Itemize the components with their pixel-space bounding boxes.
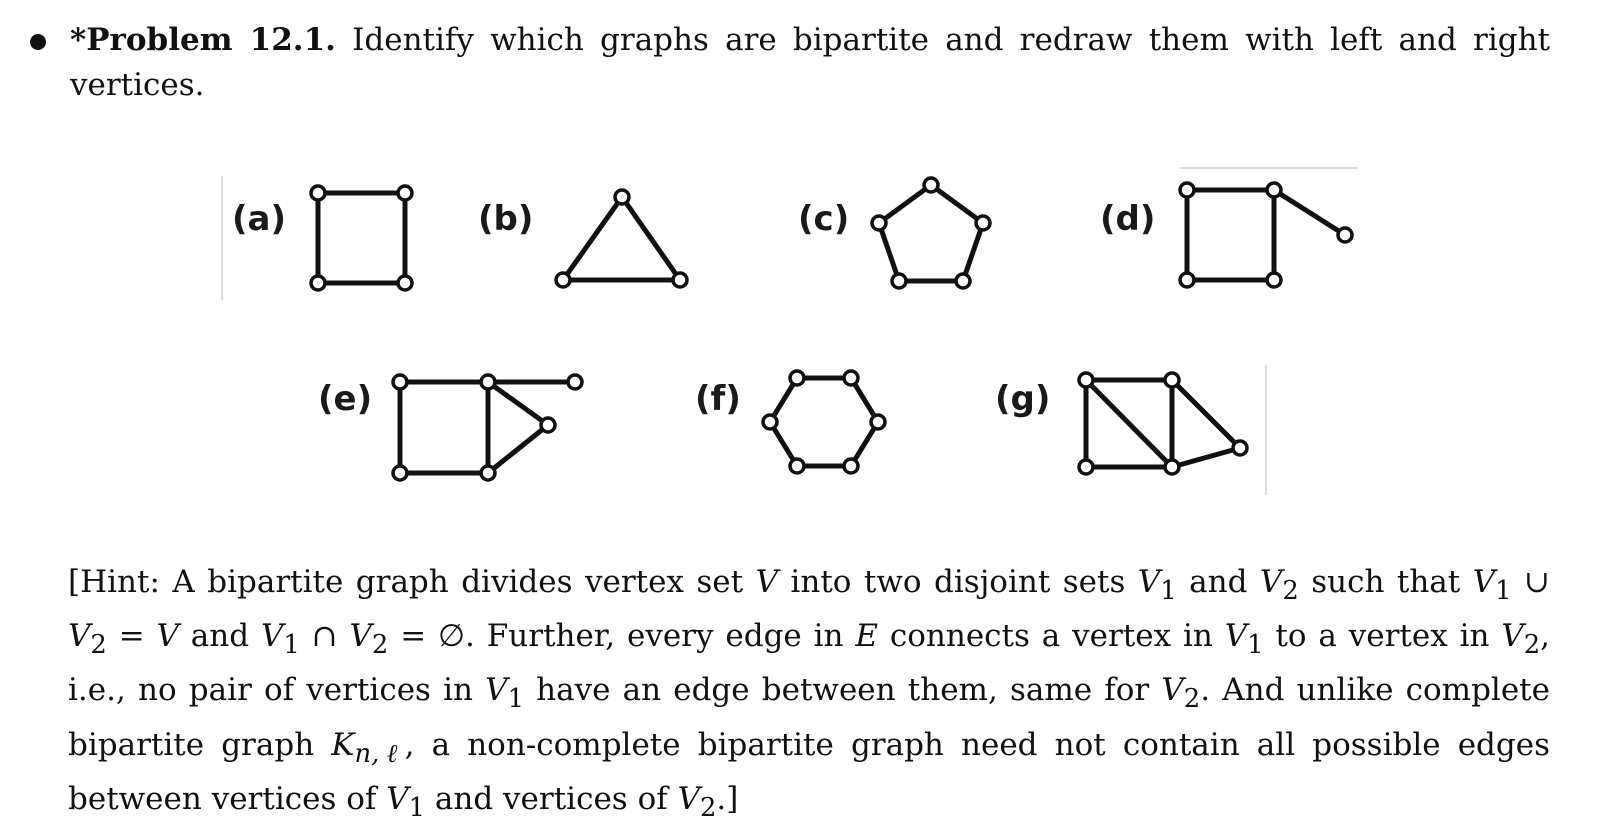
graph-b bbox=[556, 190, 687, 287]
math-K-sub: n,ℓ bbox=[354, 738, 405, 769]
math-E: E bbox=[855, 618, 879, 655]
math-V1: V bbox=[485, 672, 508, 709]
hint-text: and bbox=[1176, 564, 1260, 600]
graph-c bbox=[872, 178, 990, 288]
graph-a-vertex bbox=[398, 276, 412, 290]
graph-a-edges bbox=[318, 193, 405, 283]
graph-g bbox=[1079, 373, 1247, 474]
math-sub: 1 bbox=[283, 630, 300, 661]
graph-d-vertex bbox=[1338, 228, 1352, 242]
graph-e bbox=[393, 375, 582, 480]
graph-f-label: (f) bbox=[695, 379, 741, 419]
hint-text: , i.e., no pair of vertices in bbox=[68, 618, 1550, 709]
hint-text: and vertices of bbox=[425, 780, 678, 817]
problem-statement bbox=[70, 18, 1550, 108]
graph-d-vertex bbox=[1267, 183, 1281, 197]
graph-e-vertex bbox=[568, 375, 582, 389]
math-V1: V bbox=[1224, 618, 1248, 655]
graph-g-vertex bbox=[1165, 460, 1179, 474]
graph-c-vertex bbox=[976, 216, 990, 230]
graph-d bbox=[1180, 183, 1352, 287]
graph-g-vertex bbox=[1079, 373, 1093, 387]
math-V2: V bbox=[1161, 672, 1184, 709]
math-sub: 1 bbox=[507, 684, 524, 715]
math-V2: V bbox=[349, 618, 372, 655]
math-V2: V bbox=[1259, 564, 1283, 600]
hint-open: [Hint: bbox=[68, 564, 160, 600]
graph-f-vertex bbox=[871, 415, 885, 429]
graph-f-vertex bbox=[844, 459, 858, 473]
math-V2: V bbox=[68, 618, 91, 655]
graph-f-vertex bbox=[790, 459, 804, 473]
hint-text: and bbox=[178, 618, 261, 655]
graph-f-edges bbox=[770, 378, 878, 466]
graph-c-vertex bbox=[924, 178, 938, 192]
graph-d-vertex bbox=[1267, 273, 1281, 287]
graph-e-vertex bbox=[393, 375, 407, 389]
hint-text: Further, every edge in bbox=[486, 618, 856, 655]
hint-text: to a vertex in bbox=[1263, 618, 1502, 655]
problem-text: Identify which graphs are bipartite and redraw them with left and right vertices. bbox=[70, 22, 1550, 103]
graph-g-triangle-edge bbox=[1172, 448, 1240, 467]
graph-d-pendant-edge bbox=[1274, 190, 1345, 235]
graph-e-triangle-edge bbox=[488, 382, 548, 425]
problem-title: *Problem 12.1. bbox=[70, 22, 336, 58]
hint-close: .] bbox=[716, 780, 739, 817]
graph-b-vertex bbox=[556, 273, 570, 287]
graph-g-triangle-edge bbox=[1172, 380, 1240, 448]
math-sub: 1 bbox=[408, 792, 426, 823]
hint-text: . And unlike complete bipartite graph bbox=[68, 672, 1550, 763]
graph-e-label: (e) bbox=[318, 379, 373, 419]
graph-a-vertex bbox=[311, 186, 325, 200]
graph-g-vertex bbox=[1165, 373, 1179, 387]
graph-c-vertex bbox=[872, 216, 886, 230]
math-V1: V bbox=[386, 780, 409, 817]
hint-text: into two disjoint sets bbox=[777, 564, 1138, 600]
math-sub: 1 bbox=[1495, 576, 1512, 607]
math-intersection: ∩ bbox=[299, 618, 350, 655]
graph-b-edges bbox=[563, 197, 680, 280]
math-union: ∪ bbox=[1511, 564, 1550, 600]
graph-c-edges bbox=[879, 185, 983, 281]
graph-d-vertex bbox=[1180, 273, 1194, 287]
math-sub: 2 bbox=[1523, 630, 1541, 661]
bullet-point bbox=[30, 34, 46, 50]
graph-f-vertex bbox=[763, 415, 777, 429]
graph-g-label: (g) bbox=[995, 379, 1051, 419]
graph-d-vertex bbox=[1180, 183, 1194, 197]
hint-text: A bipartite graph divides vertex set bbox=[159, 564, 756, 600]
graph-e-vertex bbox=[541, 418, 555, 432]
graph-g-diagonal-edge bbox=[1086, 380, 1172, 467]
graph-g-vertex bbox=[1079, 460, 1093, 474]
graph-e-vertex bbox=[481, 466, 495, 480]
graph-f-vertex bbox=[844, 371, 858, 385]
hint-text: , a non-complete bipartite graph need not contain all possible edges between vertices of bbox=[68, 726, 1550, 817]
hint-text: such that bbox=[1298, 564, 1473, 600]
graphs-svg bbox=[0, 160, 1608, 520]
graph-c-vertex bbox=[956, 274, 970, 288]
graphs-figure bbox=[0, 160, 1608, 520]
math-V2: V bbox=[677, 780, 700, 817]
graph-c-vertex bbox=[892, 274, 906, 288]
math-sub: 2 bbox=[699, 792, 717, 823]
graph-e-vertex bbox=[393, 466, 407, 480]
graph-g-vertex bbox=[1233, 441, 1247, 455]
math-sub: 2 bbox=[1183, 684, 1201, 715]
math-V1: V bbox=[1472, 564, 1496, 600]
math-V1: V bbox=[1137, 564, 1161, 600]
graph-a-vertex bbox=[311, 276, 325, 290]
graph-a-vertex bbox=[398, 186, 412, 200]
graph-b-vertex bbox=[615, 190, 629, 204]
graph-e-vertex bbox=[481, 375, 495, 389]
hint-text: have an edge between them, same for bbox=[524, 672, 1162, 709]
graph-d-label: (d) bbox=[1100, 199, 1156, 239]
math-V2: V bbox=[1501, 618, 1524, 655]
graph-e-square-edges bbox=[400, 382, 488, 473]
math-K: K bbox=[331, 726, 355, 763]
graph-d-edges bbox=[1187, 190, 1274, 280]
graph-b-vertex bbox=[673, 273, 687, 287]
graph-f bbox=[763, 371, 885, 473]
hint-paragraph bbox=[68, 560, 1550, 831]
graph-e-triangle-edge bbox=[488, 425, 548, 473]
math-V: V bbox=[755, 564, 778, 600]
graph-a bbox=[311, 186, 412, 290]
math-sub: 2 bbox=[1282, 576, 1299, 607]
hint-text: connects a vertex in bbox=[878, 618, 1225, 655]
graph-b-label: (b) bbox=[478, 199, 534, 239]
math-equals: = bbox=[106, 618, 157, 655]
graph-c-label: (c) bbox=[798, 199, 850, 239]
math-equals-empty: = ∅. bbox=[388, 618, 487, 655]
math-V1: V bbox=[260, 618, 284, 655]
math-sub: 2 bbox=[371, 630, 389, 661]
math-sub: 1 bbox=[1247, 630, 1264, 661]
math-sub: 1 bbox=[1160, 576, 1177, 607]
math-sub: 2 bbox=[90, 630, 107, 661]
graph-a-label: (a) bbox=[232, 199, 287, 239]
math-V: V bbox=[156, 618, 179, 655]
graph-f-vertex bbox=[790, 371, 804, 385]
